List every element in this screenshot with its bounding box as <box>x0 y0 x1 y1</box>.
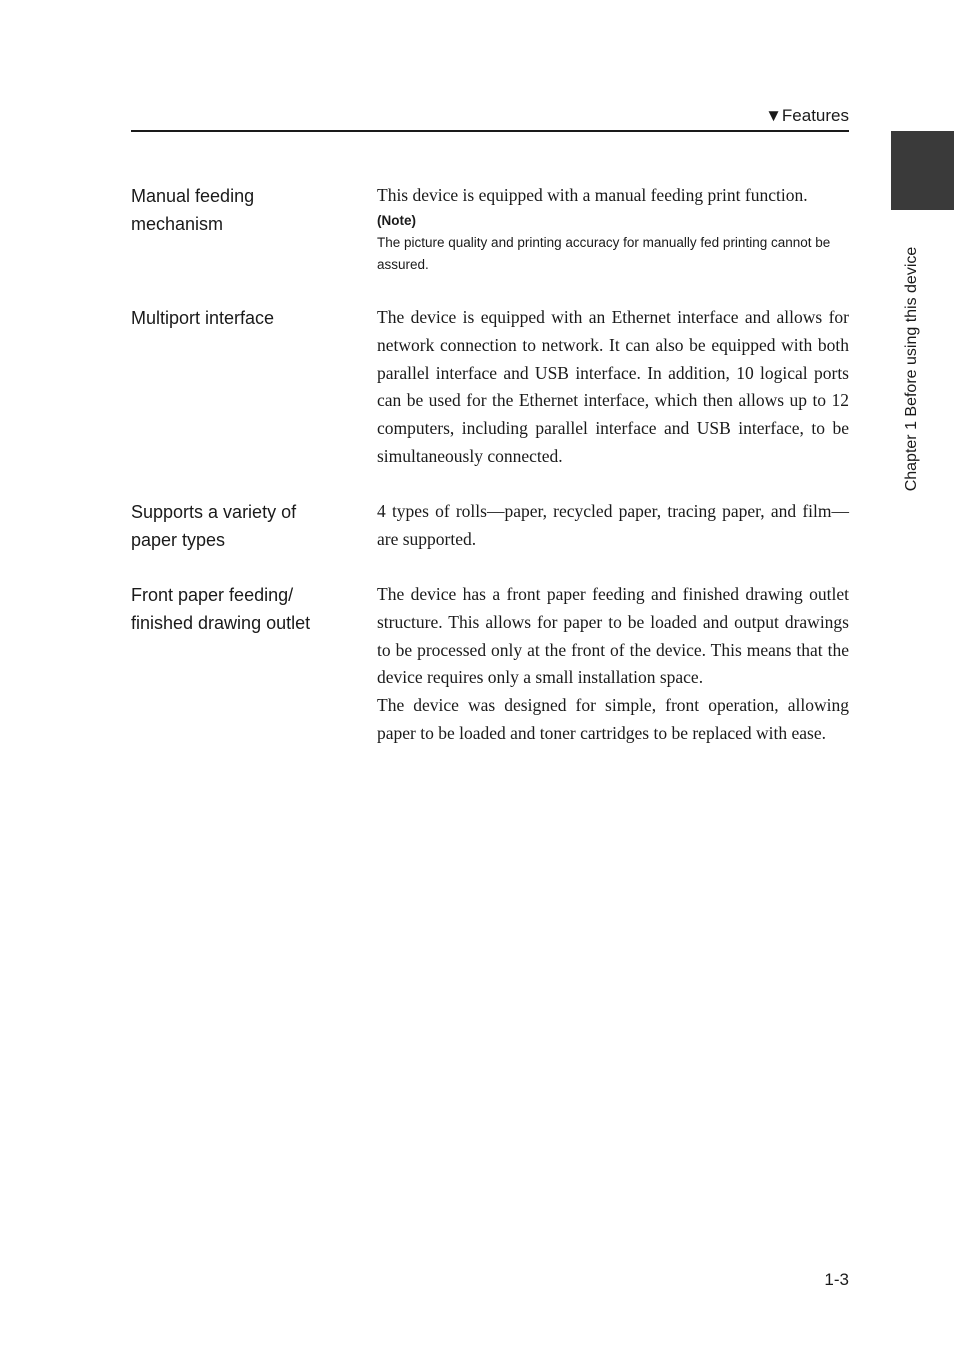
chapter-tab-label: Chapter 1 Before using this device <box>903 246 920 492</box>
feature-label: Manual feeding mechanism <box>131 186 255 234</box>
triangle-down-icon: ▼ <box>765 106 782 125</box>
note-text: The picture quality and printing accuracy for manually fed printing cannot be assured. <box>377 234 831 272</box>
page-number: 1-3 <box>824 1270 849 1289</box>
note-title: (Note) <box>377 212 416 228</box>
header-rule <box>131 130 849 132</box>
feature-label: Multiport interface <box>131 308 275 328</box>
feature-description: The device is equipped with an Ethernet interface and allows for network connection to network. It can also be equipped with both parallel interface and USB interface. In addition, 10 logical ports can be used for the Ethernet interface, which then allows up to 12 computers, including parallel interface and USB interface, to be simultaneously connected. <box>377 307 849 466</box>
feature-description: The device has a front paper feeding and finished drawing outlet structure. This allows for paper to be loaded and output drawings to be processed only at the front of the device. This means that the device requires only a small installation space. The device was designed for simple, front operation, allowing paper to be loaded and toner cartridges to be replaced with ease. <box>377 584 849 743</box>
running-header <box>131 106 849 126</box>
feature-description: This device is equipped with a manual feeding print function. (Note) The picture quality and printing accuracy for manually fed printing cannot be assured. <box>377 182 849 276</box>
feature-description: 4 types of rolls—paper, recycled paper, tracing paper, and film—are supported. <box>377 501 849 549</box>
feature-label: Front paper feeding/ finished drawing outlet <box>131 585 311 633</box>
chapter-tab <box>891 131 954 210</box>
section-title: Features <box>781 106 849 125</box>
feature-label: Supports a variety of paper types <box>131 502 297 550</box>
